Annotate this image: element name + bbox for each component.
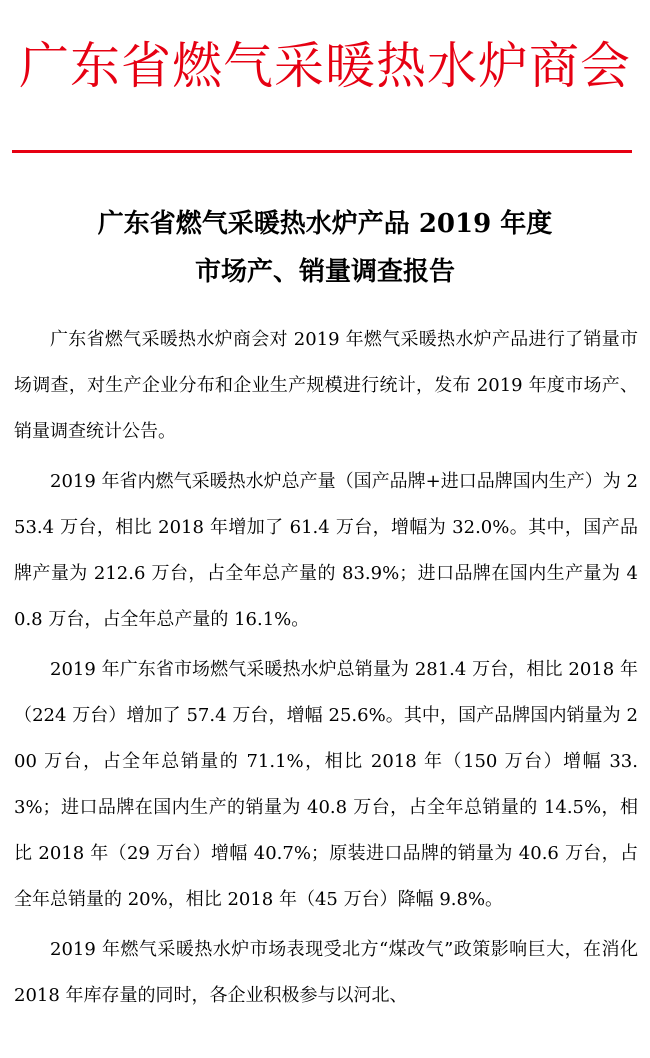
- report-title: [0, 200, 650, 296]
- letterhead-org-name: 广东省燃气采暖热水炉商会: [19, 37, 631, 95]
- paragraph-intro: 广东省燃气采暖热水炉商会对 2019 年燃气采暖热水炉产品进行了销量市场调查，对生产企业分布和企业生产规模进行统计，发布 2019 年度市场产、销量调查统计公告。: [14, 329, 638, 442]
- report-title-line-2: 市场产、销量调查报告: [194, 257, 455, 287]
- paragraph-market: 2019 年燃气采暖热水炉市场表现受北方“煤改气”政策影响巨大，在消化 2018 年库存量的同时，各企业积极参与以河北、: [14, 939, 638, 1006]
- report-title-line-1: 广东省燃气采暖热水炉产品 2019 年度: [97, 209, 553, 239]
- report-body: [14, 317, 638, 1023]
- letterhead-divider: [12, 150, 632, 153]
- paragraph-production: 2019 年省内燃气采暖热水炉总产量（国产品牌+进口品牌国内生产）为 253.4 万台，相比 2018 年增加了 61.4 万台，增幅为 32.0%。其中，国产品牌产量为 212.6 万台，占全年总产量的 83.9%；进口品牌在国内生产量为 40.8 万台，占全年总产量的 16.1%。: [14, 471, 638, 630]
- paragraph-sales: 2019 年广东省市场燃气采暖热水炉总销量为 281.4 万台，相比 2018 年（224 万台）增加了 57.4 万台，增幅 25.6%。其中，国产品牌国内销量为 200 万台，占全年总销量的 71.1%，相比 2018 年（150 万台）增幅 33.3%；进口品牌在国内生产的销量为 40.8 万台，占全年总销量的 14.5%，相比 2018 年（29 万台）增幅 40.7%；原装进口品牌的销量为 40.6 万台，占全年总销量的 20%，相比 2018 年（45 万台）降幅 9.8%。: [14, 659, 638, 910]
